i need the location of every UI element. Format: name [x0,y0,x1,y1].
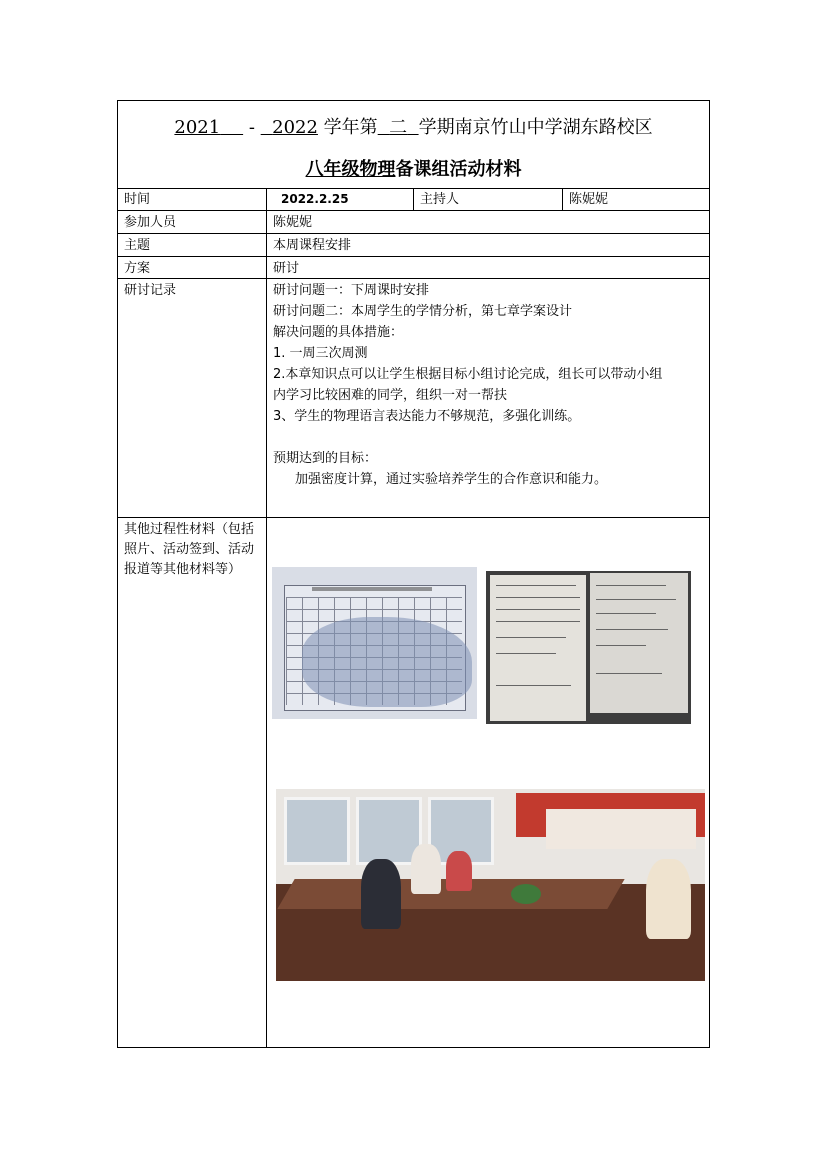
term-number: 二 [389,117,408,138]
measure-1: 1. 一周三次周测 [273,346,368,361]
activity-record-table [117,100,710,1048]
other-materials-label: 其他过程性材料（包括照片、活动签到、活动报道等其他材料等） [124,522,255,577]
goal-heading: 预期达到的目标： [273,451,378,466]
year-end: 2022 [272,117,318,138]
school-name: 学期南京竹山中学湖东路校区 [418,117,653,138]
plan-label: 方案 [124,261,151,276]
title-block [118,101,709,189]
record-row [118,279,709,518]
measure-2b: 内学习比较困难的同学，组织一对一帮扶 [273,388,508,403]
signin-sheet-photo [272,567,477,719]
group-title: 备课组活动材料 [395,159,522,180]
measure-3: 3、学生的物理语言表达能力不够规范，多强化训练。 [273,409,581,424]
goal-text: 加强密度计算，通过实验培养学生的合作意识和能力。 [295,472,608,487]
participants-row [118,211,709,234]
topic-label: 主题 [124,238,151,253]
host-value: 陈妮妮 [562,188,709,210]
time-row [118,188,709,211]
question-1: 研讨问题一：下周课时安排 [273,283,430,298]
participants-label: 参加人员 [124,215,177,230]
time-label: 时间 [124,192,151,207]
plan-row [118,257,709,279]
grade-subject: 八年级物理 [305,159,396,180]
host-label: 主持人 [413,188,562,210]
topic-row [118,234,709,257]
record-content [266,279,709,517]
plan-value: 研讨 [266,257,709,278]
title-line-2 [118,155,709,181]
measure-2a: 2.本章知识点可以让学生根据目标小组讨论完成，组长可以带动小组 [273,367,663,382]
measures-heading: 解决问题的具体措施： [273,325,404,340]
activity-form-photo [486,571,691,724]
year-dash: - [248,117,255,138]
school-year-text: 学年第 [323,117,378,138]
title-line-1 [118,113,709,139]
meeting-room-photo [276,789,705,981]
topic-value: 本周课程安排 [266,234,709,256]
time-value: 2022.2.25 [266,188,413,210]
question-2: 研讨问题二：本周学生的学情分析，第七章学案设计 [273,304,573,319]
participants-value: 陈妮妮 [266,211,709,233]
year-start: 2021 [174,117,221,138]
record-label: 研讨记录 [124,283,177,298]
